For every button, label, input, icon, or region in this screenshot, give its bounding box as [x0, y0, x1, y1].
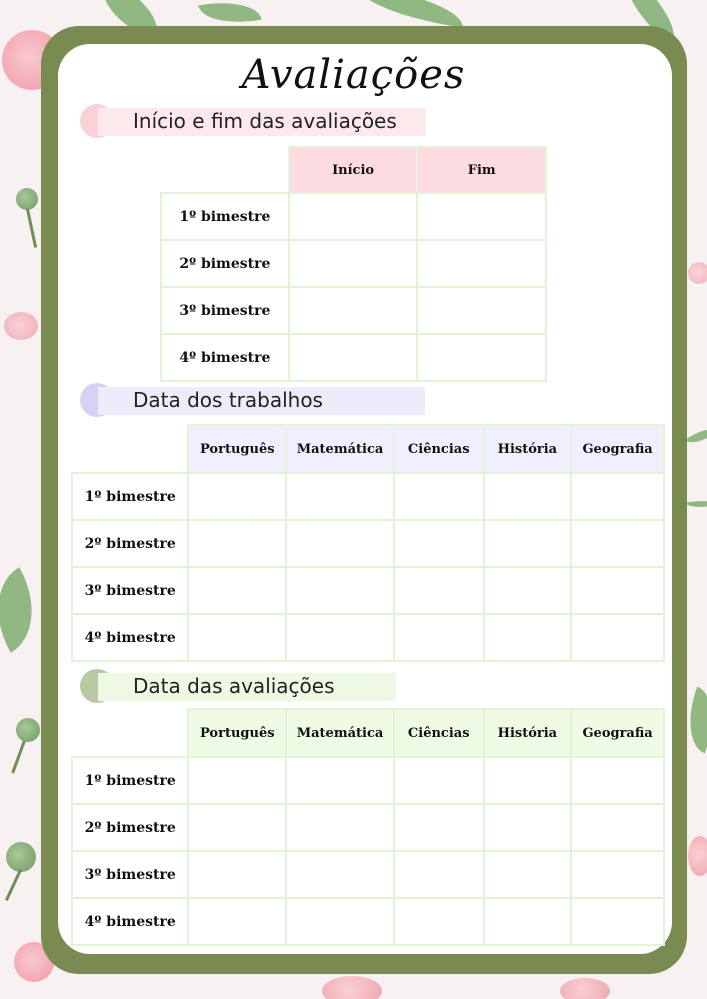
table-cell[interactable] [286, 757, 394, 804]
table-cell[interactable] [571, 898, 664, 945]
section-title: Início e fim das avaliações [133, 109, 397, 133]
section-header-trabalhos [80, 387, 430, 417]
table-cell[interactable] [571, 520, 664, 567]
table-cell[interactable] [286, 851, 394, 898]
row-label: 4º bimestre [72, 898, 188, 945]
table-cell[interactable] [289, 240, 418, 287]
section-title: Data das avaliações [133, 674, 335, 698]
table-cell[interactable] [394, 520, 484, 567]
table-cell[interactable] [289, 287, 418, 334]
table-cell[interactable] [484, 757, 572, 804]
table-cell[interactable] [188, 851, 286, 898]
table-cell[interactable] [484, 851, 572, 898]
table-cell[interactable] [286, 614, 394, 661]
table-cell[interactable] [484, 567, 572, 614]
column-header-historia: História [484, 709, 572, 757]
table-cell[interactable] [417, 334, 546, 381]
column-header-historia: História [484, 425, 572, 473]
table-cell[interactable] [394, 567, 484, 614]
empty-corner-cell [161, 147, 289, 193]
column-header-ciencias: Ciências [394, 425, 484, 473]
leaf-decoration [686, 497, 707, 510]
table-cell[interactable] [286, 473, 394, 520]
rose-decoration [4, 312, 38, 340]
section-title: Data dos trabalhos [133, 388, 323, 412]
table-cell[interactable] [188, 898, 286, 945]
table-avaliacoes [71, 708, 665, 946]
rose-decoration [688, 262, 707, 284]
table-cell[interactable] [286, 804, 394, 851]
table-cell[interactable] [289, 334, 418, 381]
stem-decoration [5, 869, 22, 901]
table-cell[interactable] [188, 804, 286, 851]
table-cell[interactable] [417, 287, 546, 334]
table-cell[interactable] [484, 520, 572, 567]
rose-decoration [560, 978, 610, 999]
table-cell[interactable] [417, 240, 546, 287]
empty-corner-cell [72, 709, 188, 757]
table-cell[interactable] [571, 757, 664, 804]
table-cell[interactable] [188, 757, 286, 804]
table-cell[interactable] [484, 473, 572, 520]
row-label: 2º bimestre [72, 804, 188, 851]
row-label: 3º bimestre [161, 287, 289, 334]
section-header-inicio-fim [80, 108, 430, 138]
row-label: 3º bimestre [72, 567, 188, 614]
table-cell[interactable] [394, 804, 484, 851]
column-header-matematica: Matemática [286, 709, 394, 757]
section-header-avaliacoes [80, 673, 430, 703]
table-cell[interactable] [484, 614, 572, 661]
row-label: 1º bimestre [72, 473, 188, 520]
row-label: 1º bimestre [161, 193, 289, 240]
table-cell[interactable] [286, 520, 394, 567]
row-label: 1º bimestre [72, 757, 188, 804]
table-cell[interactable] [286, 567, 394, 614]
column-header-matematica: Matemática [286, 425, 394, 473]
table-cell[interactable] [394, 898, 484, 945]
table-cell[interactable] [571, 567, 664, 614]
page-title: Avaliações [241, 52, 466, 98]
table-cell[interactable] [571, 804, 664, 851]
row-label: 4º bimestre [161, 334, 289, 381]
stem-decoration [26, 208, 37, 248]
table-cell[interactable] [188, 473, 286, 520]
table-cell[interactable] [188, 614, 286, 661]
table-trabalhos [71, 424, 665, 662]
row-label: 2º bimestre [72, 520, 188, 567]
rose-decoration [688, 836, 707, 876]
table-cell[interactable] [394, 757, 484, 804]
rose-decoration [322, 976, 382, 999]
column-header-inicio: Início [289, 147, 418, 193]
column-header-fim: Fim [417, 147, 546, 193]
table-cell[interactable] [417, 193, 546, 240]
table-cell[interactable] [188, 520, 286, 567]
row-label: 3º bimestre [72, 851, 188, 898]
table-cell[interactable] [484, 898, 572, 945]
table-cell[interactable] [394, 851, 484, 898]
bud-decoration [16, 188, 38, 210]
column-header-geografia: Geografia [571, 709, 664, 757]
table-cell[interactable] [394, 614, 484, 661]
table-cell[interactable] [484, 804, 572, 851]
column-header-portugues: Português [188, 709, 286, 757]
column-header-ciencias: Ciências [394, 709, 484, 757]
table-inicio-fim [160, 146, 547, 382]
row-label: 2º bimestre [161, 240, 289, 287]
column-header-geografia: Geografia [571, 425, 664, 473]
bud-decoration [16, 718, 40, 742]
leaf-decoration [685, 422, 707, 449]
table-cell[interactable] [571, 614, 664, 661]
table-cell[interactable] [289, 193, 418, 240]
table-cell[interactable] [286, 898, 394, 945]
table-cell[interactable] [571, 851, 664, 898]
table-cell[interactable] [394, 473, 484, 520]
table-cell[interactable] [188, 567, 286, 614]
table-cell[interactable] [571, 473, 664, 520]
stem-decoration [11, 741, 25, 774]
column-header-portugues: Português [188, 425, 286, 473]
empty-corner-cell [72, 425, 188, 473]
bud-decoration [6, 842, 36, 872]
row-label: 4º bimestre [72, 614, 188, 661]
leaf-decoration [354, 0, 467, 28]
